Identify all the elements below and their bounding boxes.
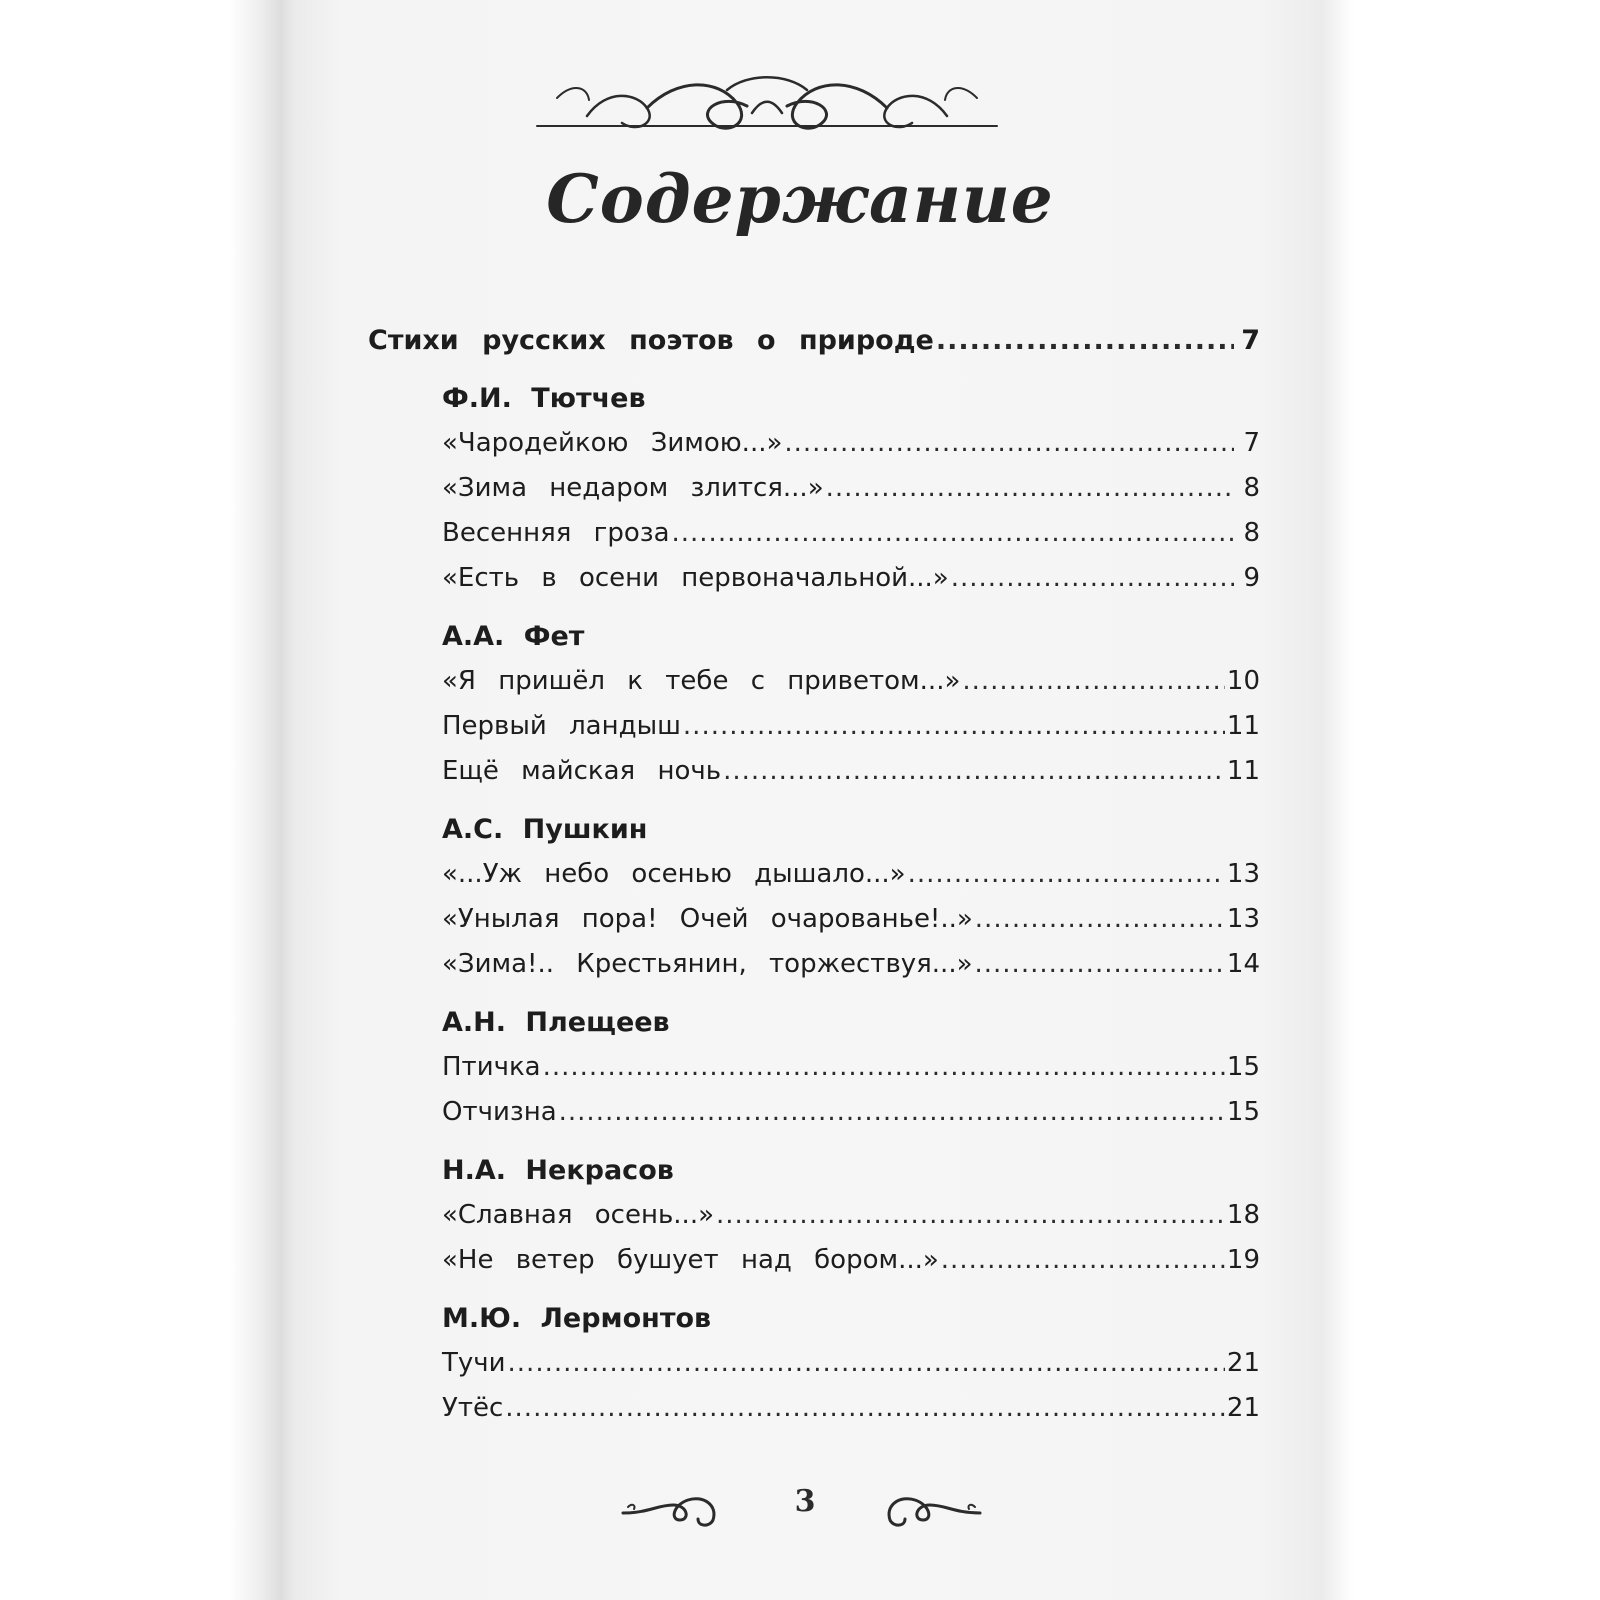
dot-leader (941, 1238, 1225, 1283)
toc-page-number: 10 (1226, 666, 1260, 696)
author-heading: А.С. Пушкин (442, 814, 648, 845)
toc-entry-title: «Унылая пора! Очей очарованье!..» (442, 904, 973, 934)
toc-entry-title: Стихи русских поэтов о природе (368, 325, 934, 356)
toc-entry-row (368, 1045, 1260, 1090)
author-heading: Ф.И. Тютчев (442, 383, 646, 414)
toc-entry-row (368, 466, 1260, 511)
left-margin (0, 0, 280, 1600)
toc-entry-row (368, 1193, 1260, 1238)
toc-page-number: 11 (1226, 756, 1260, 786)
dot-leader (962, 659, 1225, 704)
author-heading: М.Ю. Лермонтов (442, 1303, 712, 1334)
toc-entry-title: «Зима недаром злится...» (442, 473, 824, 503)
toc-page-number: 21 (1226, 1348, 1260, 1378)
toc-entry-title: Весенняя гроза (442, 518, 670, 548)
dot-leader (936, 318, 1234, 363)
dot-leader (908, 852, 1225, 897)
toc-entry-title: Отчизна (442, 1097, 557, 1127)
toc-page-number: 8 (1243, 518, 1260, 548)
toc-entry-row (368, 942, 1260, 987)
dot-leader (505, 1386, 1225, 1431)
toc-entry-row (368, 511, 1260, 556)
toc-entry-title: Тучи (442, 1348, 506, 1378)
toc-entry-row (368, 704, 1260, 749)
dot-leader (716, 1193, 1225, 1238)
spacer (368, 987, 1260, 1000)
toc-page-number: 14 (1226, 949, 1260, 979)
dot-leader (784, 421, 1234, 466)
spacer (368, 1283, 1260, 1296)
dot-leader (975, 897, 1225, 942)
toc-entry-title: «Не ветер бушует над бором...» (442, 1245, 939, 1275)
toc-entry-title: Ещё майская ночь (442, 756, 722, 786)
toc-page-number: 19 (1226, 1245, 1260, 1275)
toc-entry-title: «Зима!.. Крестьянин, торжествуя...» (442, 949, 973, 979)
toc-entry-title: Утёс (442, 1393, 504, 1423)
toc-page-number: 13 (1226, 859, 1260, 889)
toc-entry-row (368, 1090, 1260, 1135)
toc-entry-title: «...Уж небо осенью дышало...» (442, 859, 906, 889)
toc-entry-title: «Чародейкою Зимою...» (442, 428, 783, 458)
author-heading: А.А. Фет (442, 621, 585, 652)
toc-page-number: 21 (1226, 1393, 1260, 1423)
toc-entry-row (368, 421, 1260, 466)
toc-entry-row (368, 897, 1260, 942)
toc-page-number: 7 (1243, 428, 1260, 458)
toc-entry-row (368, 1238, 1260, 1283)
toc-entry-row (368, 852, 1260, 897)
toc-page-number: 13 (1226, 904, 1260, 934)
toc-entry-row (368, 1341, 1260, 1386)
dot-leader (683, 704, 1225, 749)
footer-left-flourish-ornament (618, 1475, 728, 1535)
toc-page-number: 18 (1226, 1200, 1260, 1230)
toc-page-number: 15 (1226, 1097, 1260, 1127)
dot-leader (723, 749, 1225, 794)
spacer (368, 1135, 1260, 1148)
toc-entry-title: «Славная осень...» (442, 1200, 714, 1230)
spacer (368, 363, 1260, 376)
dot-leader (975, 942, 1225, 987)
toc-page-number: 11 (1226, 711, 1260, 741)
toc-entry-row (368, 1386, 1260, 1431)
toc-page-number: 15 (1226, 1052, 1260, 1082)
table-of-contents (368, 318, 1260, 1431)
dot-leader (826, 466, 1234, 511)
author-heading: Н.А. Некрасов (442, 1155, 674, 1186)
toc-page-number: 7 (1241, 325, 1260, 356)
spacer (368, 794, 1260, 807)
dot-leader (672, 511, 1235, 556)
toc-entry-row (368, 556, 1260, 601)
spacer (368, 601, 1260, 614)
toc-entry-title: Птичка (442, 1052, 541, 1082)
toc-section-row (368, 318, 1260, 363)
title-flourish-ornament (527, 68, 1007, 148)
toc-entry-row (368, 749, 1260, 794)
toc-page-number: 9 (1243, 563, 1260, 593)
page-title: Содержание (546, 160, 1054, 238)
footer-right-flourish-ornament (875, 1475, 985, 1535)
dot-leader (951, 556, 1234, 601)
toc-entry-row (368, 659, 1260, 704)
dot-leader (508, 1341, 1225, 1386)
author-heading: А.Н. Плещеев (442, 1007, 670, 1038)
right-margin (1320, 0, 1600, 1600)
dot-leader (559, 1090, 1225, 1135)
toc-entry-title: Первый ландыш (442, 711, 681, 741)
toc-page-number: 8 (1243, 473, 1260, 503)
toc-entry-title: «Я пришёл к тебе с приветом...» (442, 666, 961, 696)
dot-leader (543, 1045, 1225, 1090)
toc-entry-title: «Есть в осени первоначальной...» (442, 563, 949, 593)
page-number: 3 (794, 1484, 816, 1519)
